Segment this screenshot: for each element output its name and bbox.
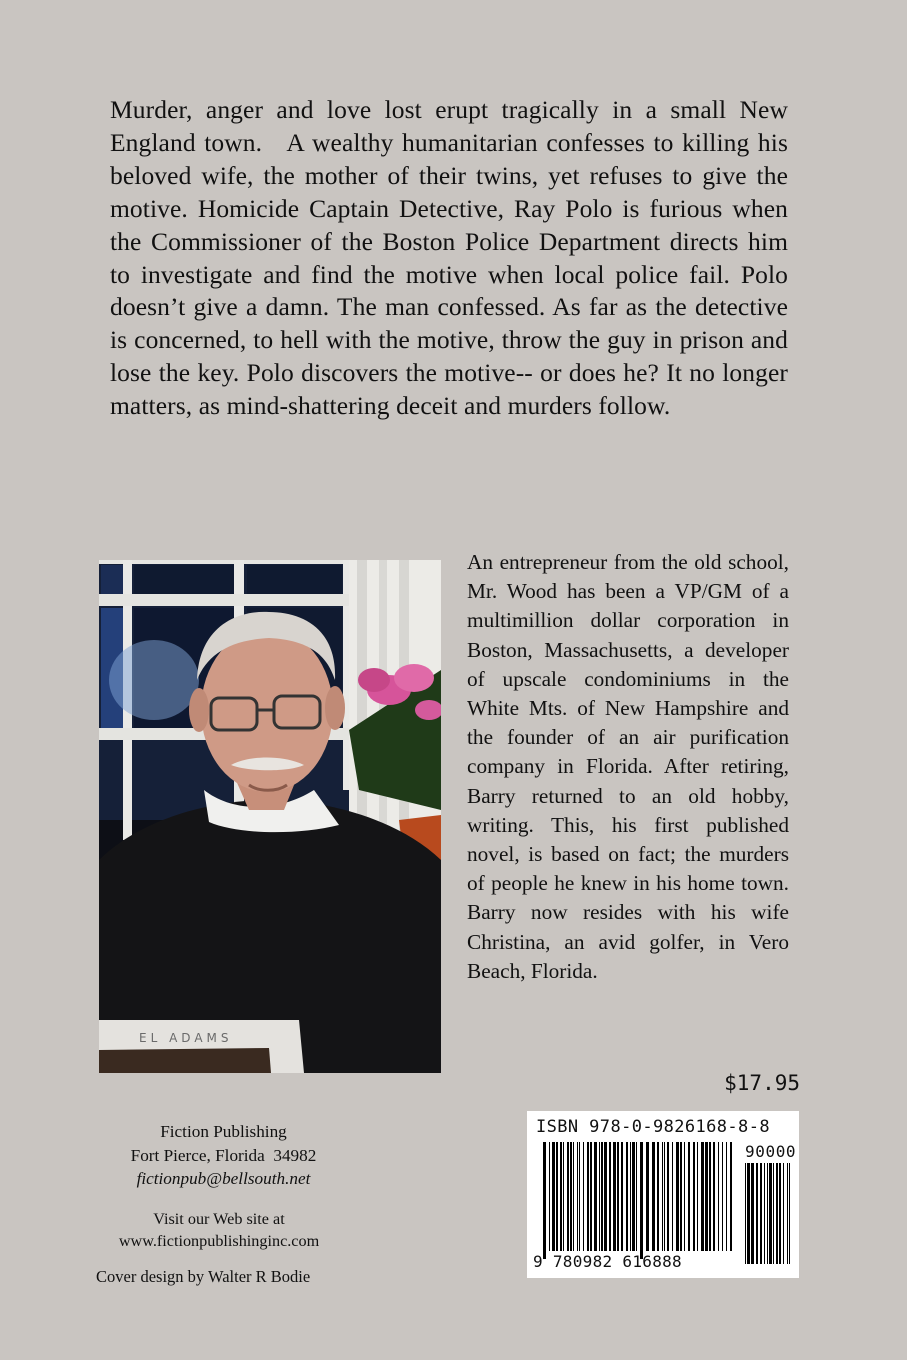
barcode-bar	[563, 1142, 564, 1251]
barcode-bar	[747, 1163, 750, 1264]
barcode-bar	[662, 1142, 663, 1251]
barcode-bar	[646, 1142, 649, 1251]
barcode-bar	[764, 1163, 765, 1264]
publisher-email: fictionpub@bellsouth.net	[136, 1169, 311, 1188]
barcode-bar	[787, 1163, 788, 1264]
barcode-bar	[776, 1163, 778, 1264]
barcode-bar	[672, 1142, 673, 1251]
photo-book-title: EL ADAMS	[139, 1031, 233, 1045]
barcode-bar	[722, 1142, 723, 1251]
isbn-label: ISBN 978-0-9826168-8-8	[536, 1117, 770, 1137]
publisher-name: Fiction Publishing	[160, 1122, 287, 1141]
barcode-bar	[657, 1142, 659, 1251]
barcode-bar	[684, 1142, 685, 1251]
barcode-bar	[587, 1142, 589, 1251]
barcode-bar	[701, 1142, 704, 1251]
barcode-bar	[652, 1142, 655, 1251]
barcode-bar	[626, 1142, 628, 1251]
barcode-bar	[573, 1142, 574, 1251]
barcode-bar	[680, 1142, 682, 1251]
barcode-bar	[751, 1163, 754, 1264]
barcode-bar	[552, 1142, 555, 1251]
barcode-bar	[718, 1142, 719, 1251]
barcode-bar	[560, 1142, 562, 1251]
barcode-bar	[730, 1142, 732, 1251]
barcode-bar	[697, 1142, 698, 1251]
barcode-bar	[570, 1142, 572, 1251]
barcode-bar	[773, 1163, 774, 1264]
barcode-bar	[745, 1163, 746, 1264]
barcode-bar	[767, 1163, 768, 1264]
barcode-addon-number: 90000	[745, 1142, 797, 1161]
isbn-barcode	[527, 1111, 799, 1278]
barcode-bar	[789, 1163, 790, 1264]
barcode-bar	[613, 1142, 616, 1251]
barcode-bar	[779, 1163, 781, 1264]
barcode-bar	[726, 1142, 727, 1251]
barcode-bar	[676, 1142, 679, 1251]
barcode-bar	[543, 1142, 546, 1259]
price: $17.95	[724, 1071, 800, 1095]
publisher-address: Fort Pierce, Florida 34982	[130, 1145, 317, 1165]
barcode-bar	[693, 1142, 695, 1251]
barcode-bar	[705, 1142, 708, 1251]
barcode-bar	[713, 1142, 715, 1251]
barcode-bar	[579, 1142, 580, 1251]
website-info	[96, 1208, 342, 1252]
barcode-bar	[630, 1142, 631, 1251]
barcode-bar	[664, 1142, 665, 1251]
barcode-bar	[783, 1163, 784, 1264]
barcode-bar	[590, 1142, 592, 1251]
barcode-bar	[688, 1142, 690, 1251]
barcode-bar	[636, 1142, 637, 1251]
author-bio: An entrepreneur from the old school, Mr. Wood has been a VP/GM of a multimillion dollar corporation in Boston, Massachusetts, a developer of upscale condominiums in the White Mts. of New Hampshire and the founder of an air purification company in Florida. After retiring, Barry returned to an old hobby, writing. This, his first published novel, is based on fact; the murders of people he knew in his home town. Barry now resides with his wife Christina, an avid golfer, in Vero Beach, Florida.	[467, 550, 789, 983]
barcode-bar	[583, 1142, 584, 1251]
author-photo-illustration	[99, 560, 441, 1073]
cover-design-credit: Cover design by Walter R Bodie	[96, 1267, 311, 1286]
back-cover-synopsis: Murder, anger and love lost erupt tragically in a small New England town. A wealthy humanitarian confesses to killing his beloved wife, the mother of their twins, yet refuses to give the motive. Homicide Captain Detective, Ray Polo is furious when the Commissioner of the Boston Police Department directs him to investigate and find the motive when local police fail. Polo doesn’t give a damn. The man confessed. As far as the detective is concerned, to hell with the motive, throw the guy in prison and lose the key. Polo discovers the motive-- or does he? It no longer matters, as mind-shattering deceit and murders follow.	[110, 95, 788, 421]
barcode-bar	[769, 1163, 772, 1264]
barcode-bar	[601, 1142, 603, 1251]
barcode-bar	[599, 1142, 600, 1251]
barcode-bar	[756, 1163, 758, 1264]
barcode-bar	[760, 1163, 762, 1264]
barcode-bar	[617, 1142, 619, 1251]
barcode-digits: 9 780982 616888	[533, 1252, 682, 1271]
website-label: Visit our Web site at	[153, 1210, 285, 1228]
barcode-bar	[667, 1142, 669, 1251]
barcode-bar	[567, 1142, 569, 1251]
barcode-bar	[604, 1142, 607, 1251]
barcode-bar	[709, 1142, 711, 1251]
barcode-bar	[621, 1142, 623, 1251]
barcode-bar	[594, 1142, 597, 1251]
barcode-bar	[577, 1142, 578, 1251]
website-url: www.fictionpublishinginc.com	[118, 1232, 320, 1250]
barcode-bar	[609, 1142, 611, 1251]
barcode-bar	[549, 1142, 550, 1251]
author-photo	[99, 560, 441, 1073]
barcode-bar	[632, 1142, 635, 1251]
barcode-bar	[556, 1142, 558, 1251]
publisher-info	[96, 1120, 351, 1191]
barcode-bar	[640, 1142, 643, 1259]
